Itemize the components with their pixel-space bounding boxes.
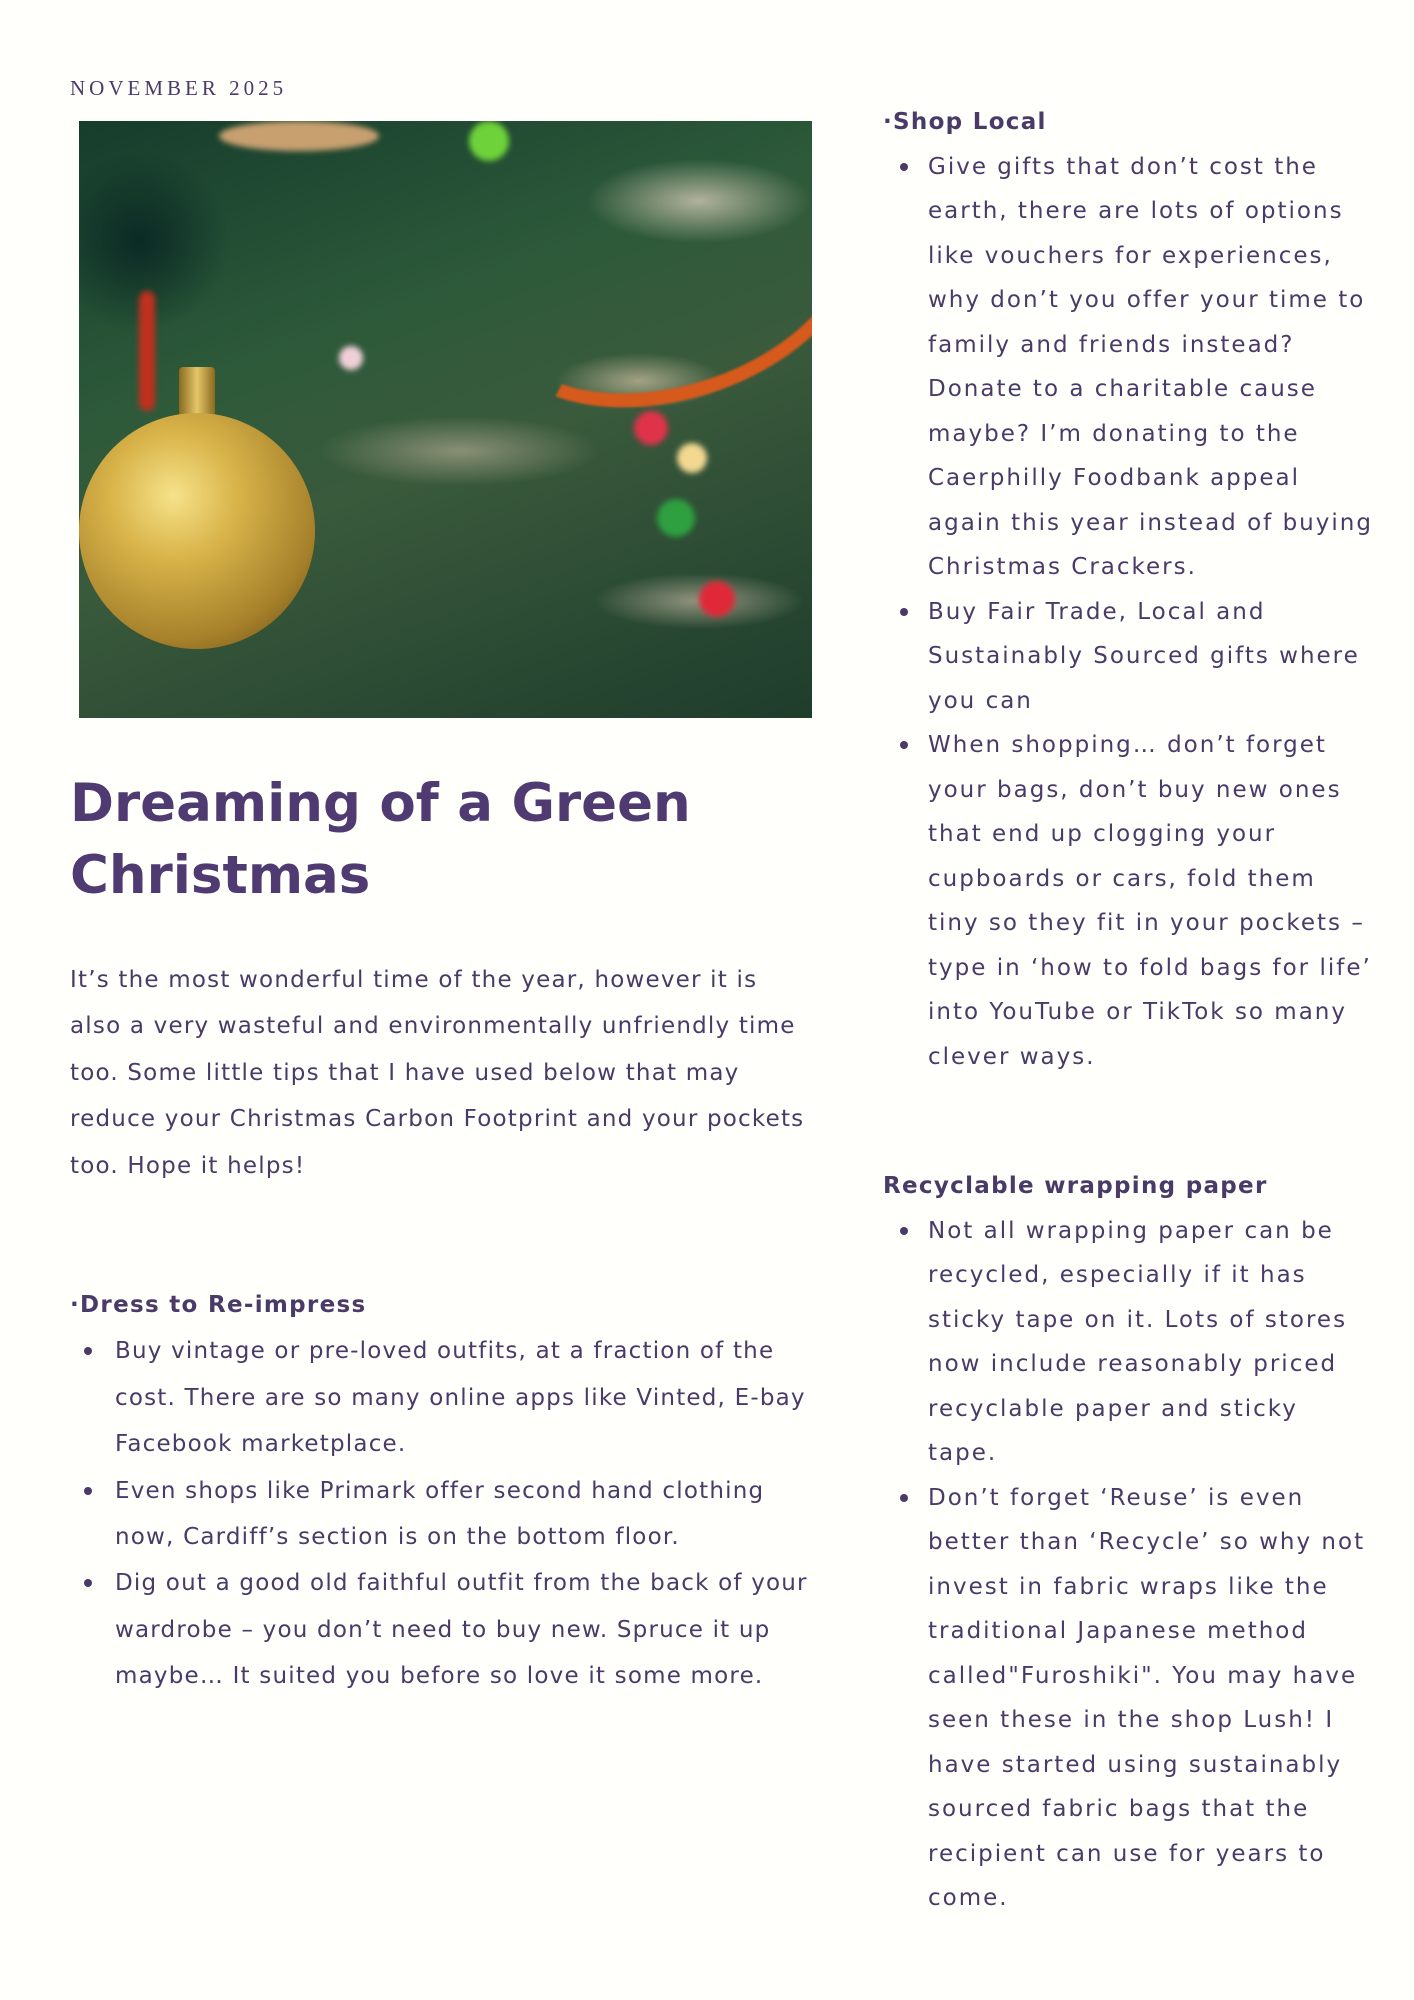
list-item-text: Buy Fair Trade, Local and Sustainably Sourced gifts where you can [928,598,1360,714]
list-item [70,1560,820,1699]
list-item-text: Don’t forget ‘Reuse’ is even better than ‘Recycle’ so why not invest in fabric wraps like the traditional Japanese method called"Furoshiki". You may have seen these in the shop Lush! I have started using sustainably sourced fabric bags that the recipient can use for years to come. [928,1484,1366,1911]
section-dress [70,1282,820,1700]
bullet-icon [900,163,908,171]
bullet-icon [84,1347,92,1355]
list-item [70,1328,820,1467]
list-item [883,1476,1373,1921]
bokeh-light [699,581,735,617]
shop-tips-list [883,145,1373,1080]
list-item-text: Not all wrapping paper can be recycled, especially if it has sticky tape on it. Lots of stores now include reasonably priced recyclable paper and sticky tape. [928,1217,1348,1466]
bullet-icon [900,1227,908,1235]
section-title: Recyclable wrapping paper [883,1173,1268,1199]
bullet-icon [84,1487,92,1495]
wrap-tips-list [883,1209,1373,1921]
garland-decoration [450,121,812,453]
section-shop-local [883,100,1373,1079]
bokeh-light [634,411,668,445]
list-item-text: Dig out a good old faithful outfit from the back of your wardrobe – you don’t need to buy new. Spruce it up maybe… It suited you before so love it some more. [115,1570,808,1690]
intro-paragraph: It’s the most wonderful time of the year, however it is also a very wasteful and environmentally unfriendly time too. Some little tips that I have used below that may reduce your Christmas Carbon Footprint and your pockets too. Hope it helps! [70,967,805,1179]
gold-bauble [79,413,315,649]
list-item [883,1209,1373,1476]
list-item [883,723,1373,1079]
section-title: ·Dress to Re-impress [70,1292,367,1318]
list-item [70,1468,820,1561]
list-item-text: When shopping… don’t forget your bags, don’t buy new ones that end up clogging your cupboards or cars, fold them tiny so they fit in your pockets – type in ‘how to fold bags for life’ into YouTube or TikTok so many clever ways. [928,732,1372,1070]
ornament-cap [179,367,215,417]
section-title: ·Shop Local [883,109,1047,135]
bokeh-light [219,121,379,151]
section-wrapping-paper [883,1164,1373,1921]
bullet-icon [900,1494,908,1502]
dress-tips-list [70,1328,820,1699]
list-item [883,590,1373,724]
bokeh-light [339,346,363,370]
issue-date: NOVEMBER 2025 [70,76,288,100]
list-item-text: Give gifts that don’t cost the earth, there are lots of options like vouchers for experiences, why don’t you offer your time to family and friends instead? Donate to a charitable cause maybe? I’m donating to the Caerphilly Foodbank appeal again this year instead of buying Christmas Crackers. [928,153,1373,580]
list-item-text: Even shops like Primark offer second hand clothing now, Cardiff’s section is on the bottom floor. [115,1477,765,1551]
bullet-icon [900,608,908,616]
bead-strand [139,291,155,411]
list-item [883,145,1373,590]
bullet-icon [900,741,908,749]
bokeh-light [657,499,695,537]
christmas-tree-photo [79,121,812,718]
bokeh-light [469,121,509,161]
article-title: Dreaming of a Green Christmas [70,773,691,906]
bullet-icon [84,1579,92,1587]
bokeh-light [677,443,707,473]
list-item-text: Buy vintage or pre-loved outfits, at a fraction of the cost. There are so many online apps like Vinted, E-bay Facebook marketplace. [115,1338,806,1458]
